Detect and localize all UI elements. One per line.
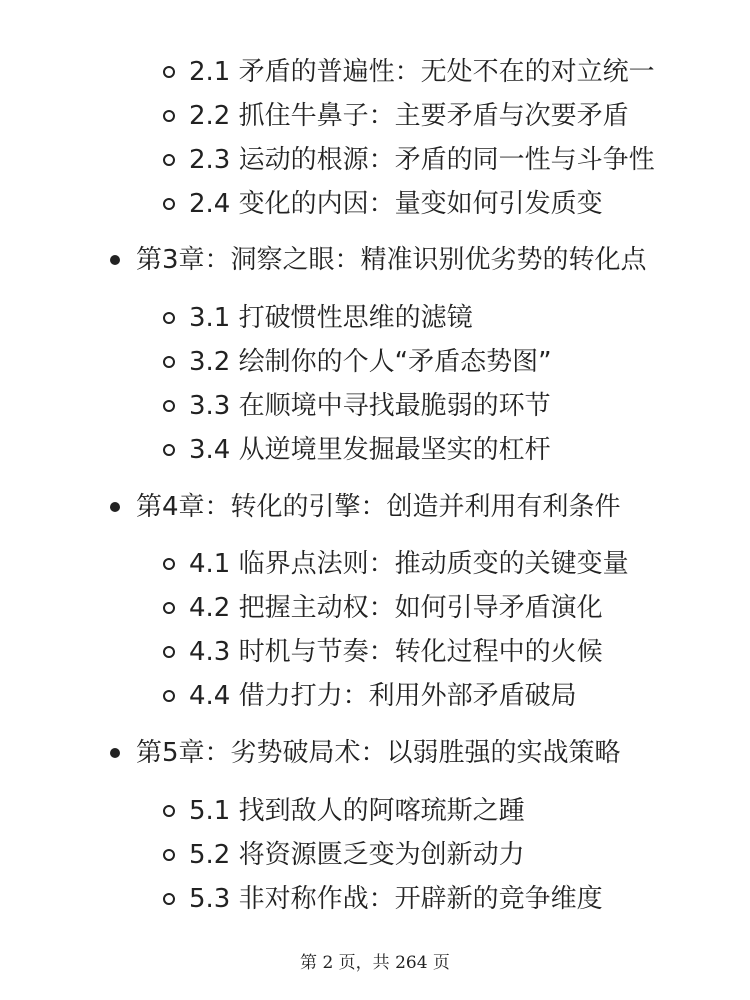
- hollow-bullet-icon: [163, 602, 175, 614]
- toc-section-4-2[interactable]: [163, 595, 603, 621]
- toc-chapter-3[interactable]: [110, 247, 647, 273]
- toc-section-label: 3.3 在顺境中寻找最脆弱的环节: [189, 391, 551, 421]
- hollow-bullet-icon: [163, 356, 175, 368]
- hollow-bullet-icon: [163, 198, 175, 210]
- toc-section-3-4[interactable]: [163, 437, 551, 463]
- toc-section-label: 4.1 临界点法则：推动质变的关键变量: [189, 549, 629, 579]
- filled-bullet-icon: [110, 255, 120, 265]
- toc-chapter-label: 第5章：劣势破局术：以弱胜强的实战策略: [136, 738, 621, 768]
- hollow-bullet-icon: [163, 646, 175, 658]
- toc-section-label: 4.2 把握主动权：如何引导矛盾演化: [189, 593, 603, 623]
- toc-section-label: 2.1 矛盾的普遍性：无处不在的对立统一: [189, 57, 655, 87]
- page-footer: [0, 948, 750, 973]
- toc-section-label: 5.2 将资源匮乏变为创新动力: [189, 840, 525, 870]
- filled-bullet-icon: [110, 748, 120, 758]
- toc-section-3-2[interactable]: [163, 349, 552, 375]
- toc-section-label: 3.4 从逆境里发掘最坚实的杠杆: [189, 435, 551, 465]
- toc-section-4-3[interactable]: [163, 639, 603, 665]
- hollow-bullet-icon: [163, 154, 175, 166]
- toc-section-label: 5.1 找到敌人的阿喀琉斯之踵: [189, 796, 525, 826]
- hollow-bullet-icon: [163, 444, 175, 456]
- toc-chapter-4[interactable]: [110, 494, 621, 520]
- hollow-bullet-icon: [163, 893, 175, 905]
- toc-section-label: 4.3 时机与节奏：转化过程中的火候: [189, 637, 603, 667]
- toc-section-3-3[interactable]: [163, 393, 551, 419]
- filled-bullet-icon: [110, 502, 120, 512]
- page-number-label: 第 2 页，共 264 页: [300, 953, 450, 973]
- hollow-bullet-icon: [163, 312, 175, 324]
- toc-section-2-2[interactable]: [163, 103, 629, 129]
- toc-section-4-4[interactable]: [163, 683, 577, 709]
- toc-chapter-5[interactable]: [110, 740, 621, 766]
- toc-section-label: 2.3 运动的根源：矛盾的同一性与斗争性: [189, 145, 655, 175]
- toc-section-5-2[interactable]: [163, 842, 525, 868]
- toc-section-label: 3.1 打破惯性思维的滤镜: [189, 303, 473, 333]
- toc-section-2-3[interactable]: [163, 147, 655, 173]
- hollow-bullet-icon: [163, 849, 175, 861]
- toc-section-4-1[interactable]: [163, 551, 629, 577]
- toc-section-5-1[interactable]: [163, 798, 525, 824]
- toc-section-label: 3.2 绘制你的个人“矛盾态势图”: [189, 347, 552, 377]
- toc-section-label: 2.2 抓住牛鼻子：主要矛盾与次要矛盾: [189, 101, 629, 131]
- toc-chapter-label: 第3章：洞察之眼：精准识别优劣势的转化点: [136, 245, 647, 275]
- hollow-bullet-icon: [163, 690, 175, 702]
- hollow-bullet-icon: [163, 66, 175, 78]
- toc-section-label: 2.4 变化的内因：量变如何引发质变: [189, 189, 603, 219]
- toc-section-label: 4.4 借力打力：利用外部矛盾破局: [189, 681, 577, 711]
- hollow-bullet-icon: [163, 110, 175, 122]
- hollow-bullet-icon: [163, 400, 175, 412]
- toc-section-5-3[interactable]: [163, 886, 603, 912]
- toc-section-2-1[interactable]: [163, 59, 655, 85]
- hollow-bullet-icon: [163, 805, 175, 817]
- toc-section-3-1[interactable]: [163, 305, 473, 331]
- toc-section-label: 5.3 非对称作战：开辟新的竞争维度: [189, 884, 603, 914]
- hollow-bullet-icon: [163, 558, 175, 570]
- toc-chapter-label: 第4章：转化的引擎：创造并利用有利条件: [136, 492, 621, 522]
- toc-section-2-4[interactable]: [163, 191, 603, 217]
